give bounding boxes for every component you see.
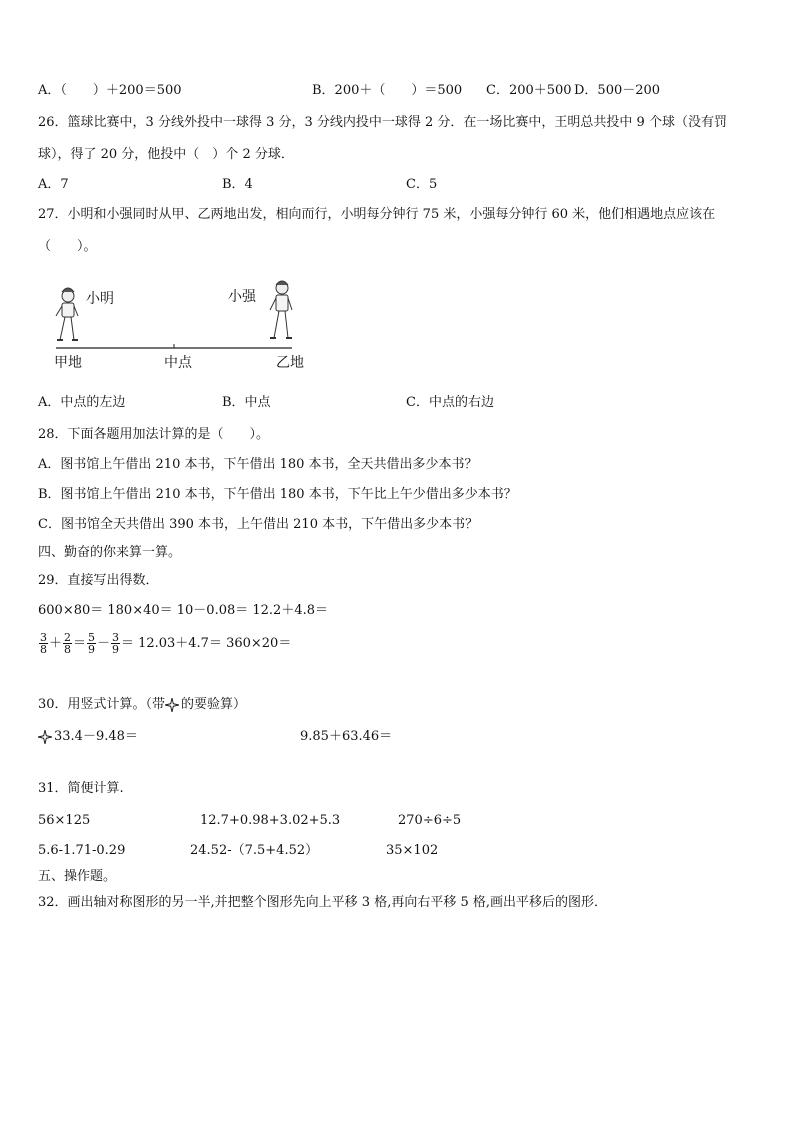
boy-right-icon	[270, 281, 292, 338]
q29-row2	[38, 632, 291, 655]
q26-stem-line2: 球），得了 20 分，他投中（ ）个 2 分球．	[38, 147, 294, 162]
four-point-star-icon	[165, 698, 179, 712]
q30-stem-a: 30．用竖式计算。（带	[38, 697, 166, 712]
label-xiaoming: 小明	[86, 291, 114, 307]
q25-option-d: D．500－200	[574, 83, 661, 98]
equals-sign: ＝	[73, 635, 87, 651]
q31-r1-c1: 56×125	[38, 813, 91, 828]
q26-stem-line1: 26．篮球比赛中，3 分线外投中一球得 3 分，3 分线内投中一球得 2 分．在一场比赛中，王明总共投中 9 个球（没有罚	[38, 115, 727, 130]
q30-expr-2: 9.85＋63.46＝	[300, 729, 393, 744]
label-midpoint: 中点	[164, 355, 192, 371]
q25-option-b: B．200＋（ ）＝500	[312, 83, 463, 98]
q29-stem: 29．直接写出得数．	[38, 573, 159, 588]
q30-expr-1	[38, 728, 138, 746]
q29-row2-rest: 12.03＋4.7＝ 360×20＝	[138, 635, 292, 651]
q28-option-a: A．图书馆上午借出 210 本书，下午借出 180 本书，全天共借出多少本书？	[38, 457, 478, 472]
minus-sign: －	[97, 635, 111, 651]
q27-stem-line2: （ ）。	[38, 239, 97, 254]
q32-stem: 32．画出轴对称图形的另一半,并把整个图形先向上平移 3 格,再向右平移 5 格,画出平移后的图形．	[38, 895, 608, 910]
q25-option-a: A．（ ）＋200＝500	[38, 83, 182, 98]
plus-sign: ＋	[49, 635, 63, 651]
q28-option-c: C．图书馆全天共借出 390 本书，上午借出 210 本书，下午借出多少本书？	[38, 517, 479, 532]
q30-stem-b: 的要验算）	[181, 697, 247, 712]
q27-option-a: A．中点的左边	[38, 395, 126, 410]
section-4-heading: 四、勤奋的你来算一算。	[38, 545, 182, 560]
q31-r2-c2: 24.52-（7.5+4.52）	[190, 843, 319, 858]
label-point-yi: 乙地	[276, 355, 304, 371]
fraction-5-9: $\frac{5}{9}$	[88, 631, 96, 656]
q28-option-b: B．图书馆上午借出 210 本书，下午借出 180 本书，下午比上午少借出多少本书？	[38, 487, 517, 502]
q27-option-b: B．中点	[222, 395, 271, 410]
q26-option-b: B．4	[222, 177, 253, 192]
label-point-jia: 甲地	[54, 355, 82, 371]
q31-stem: 31．简便计算.	[38, 781, 124, 796]
section-5-heading: 五、操作题。	[38, 869, 117, 884]
four-point-star-icon	[38, 730, 52, 744]
q25-option-c: C．200＋500	[486, 83, 572, 98]
q27-stem-line1: 27．小明和小强同时从甲、乙两地出发，相向而行，小明每分钟行 75 米，小强每分钟行 60 米，他们相遇地点应该在	[38, 207, 716, 222]
q31-r2-c3: 35×102	[386, 843, 439, 858]
q30-stem	[38, 696, 246, 714]
q30-expr-1-text: 33.4－9.48＝	[54, 729, 138, 744]
boy-left-icon	[56, 288, 78, 340]
q31-r1-c2: 12.7+0.98+3.02+5.3	[200, 813, 341, 828]
fraction-3-8: $\frac{3}{8}$	[40, 631, 47, 656]
q28-stem: 28．下面各题用加法计算的是（ ）。	[38, 427, 270, 442]
q31-r1-c3: 270÷6÷5	[398, 813, 462, 828]
q26-option-a: A．7	[38, 177, 69, 192]
q27-figure	[48, 276, 308, 372]
label-xiaoqiang: 小强	[228, 289, 256, 305]
q31-r2-c1: 5.6-1.71-0.29	[38, 843, 126, 858]
equals-sign-2: ＝	[121, 635, 135, 651]
fraction-3-9: $\frac{3}{9}$	[112, 631, 120, 656]
q26-option-c: C．5	[406, 177, 438, 192]
q29-row1: 600×80＝ 180×40＝ 10－0.08＝ 12.2＋4.8＝	[38, 603, 328, 618]
q27-option-c: C．中点的右边	[406, 395, 494, 410]
fraction-2-8: $\frac{2}{8}$	[64, 631, 72, 656]
